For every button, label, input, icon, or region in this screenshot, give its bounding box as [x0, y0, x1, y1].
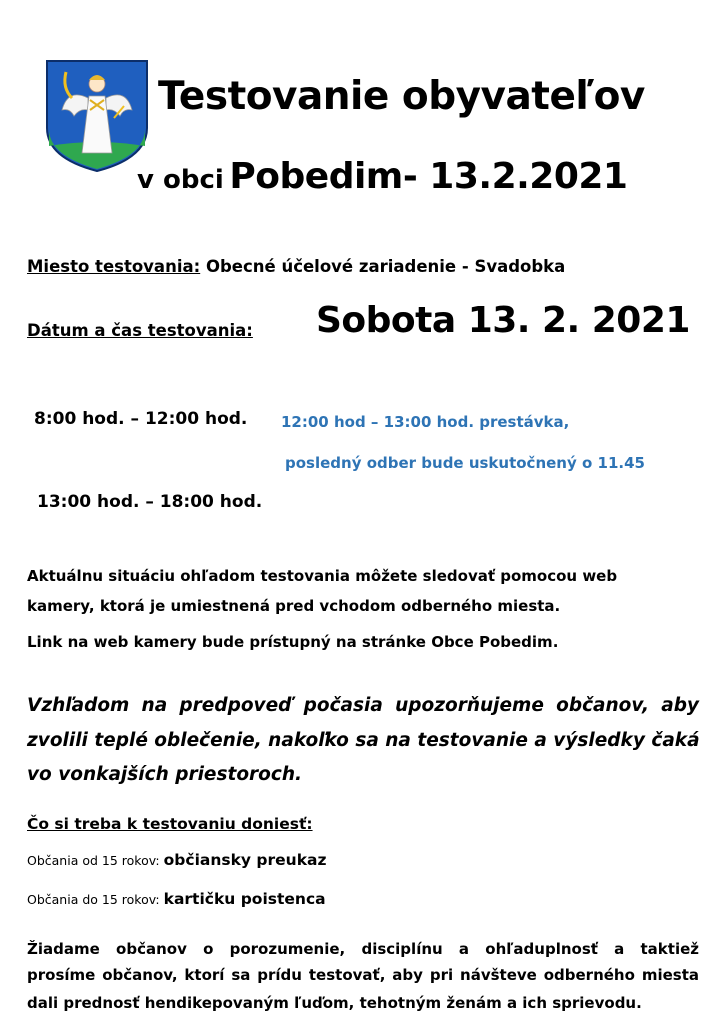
break-notice: 12:00 hod – 13:00 hod. prestávka,: [281, 413, 570, 431]
bring-item-label: Občania do 15 rokov:: [27, 892, 160, 907]
date-value: Sobota 13. 2. 2021: [316, 300, 690, 341]
place-value: Obecné účelové zariadenie - Svadobka: [205, 257, 566, 276]
webcam-link-note: Link na web kamery bude prístupný na stránke Obce Pobedim.: [27, 633, 559, 651]
bring-item-value: občiansky preukaz: [163, 851, 327, 869]
bring-item-label: Občania od 15 rokov:: [27, 853, 160, 868]
subtitle-prefix: v obci: [137, 165, 224, 195]
page-title: Testovanie obyvateľov: [158, 74, 645, 119]
subtitle-main: Pobedim- 13.2.2021: [229, 156, 628, 197]
weather-notice-line: zvolili teplé oblečenie, nakoľko sa na testovanie a výsledky čaká: [27, 730, 700, 751]
info-line: kamery, ktorá je umiestnená pred vchodom odberného miesta.: [27, 597, 561, 615]
closing-line: dali prednosť hendikepovaným ľuďom, tehotným ženám a ich sprievodu.: [27, 994, 642, 1012]
closing-line: prosíme občanov, ktorí sa prídu testovať, aby pri návšteve odberného miesta: [27, 966, 699, 984]
bring-item-value: kartičku poistenca: [163, 890, 326, 908]
bring-heading: Čo si treba k testovaniu doniesť:: [27, 815, 313, 833]
last-sample-notice: posledný odber bude uskutočnený o 11.45: [285, 454, 645, 472]
place-label: Miesto testovania:: [27, 257, 201, 276]
bring-item: [27, 890, 326, 908]
info-line: Aktuálnu situáciu ohľadom testovania môžete sledovať pomocou web: [27, 567, 618, 585]
time-slot-afternoon: 13:00 hod. – 18:00 hod.: [37, 492, 263, 512]
closing-line: Žiadame občanov o porozumenie, disciplínu a ohľaduplnosť a taktiež: [27, 940, 699, 958]
time-slot-morning: 8:00 hod. – 12:00 hod.: [34, 409, 248, 429]
coat-of-arms-icon: [44, 58, 150, 174]
testing-place: [27, 257, 565, 276]
bring-item: [27, 851, 327, 869]
date-label: Dátum a čas testovania:: [27, 321, 253, 340]
weather-notice-line: vo vonkajších priestoroch.: [27, 764, 303, 785]
weather-notice-line: Vzhľadom na predpoveď počasia upozorňujeme občanov, aby: [27, 695, 699, 716]
page-subtitle: [137, 156, 627, 197]
